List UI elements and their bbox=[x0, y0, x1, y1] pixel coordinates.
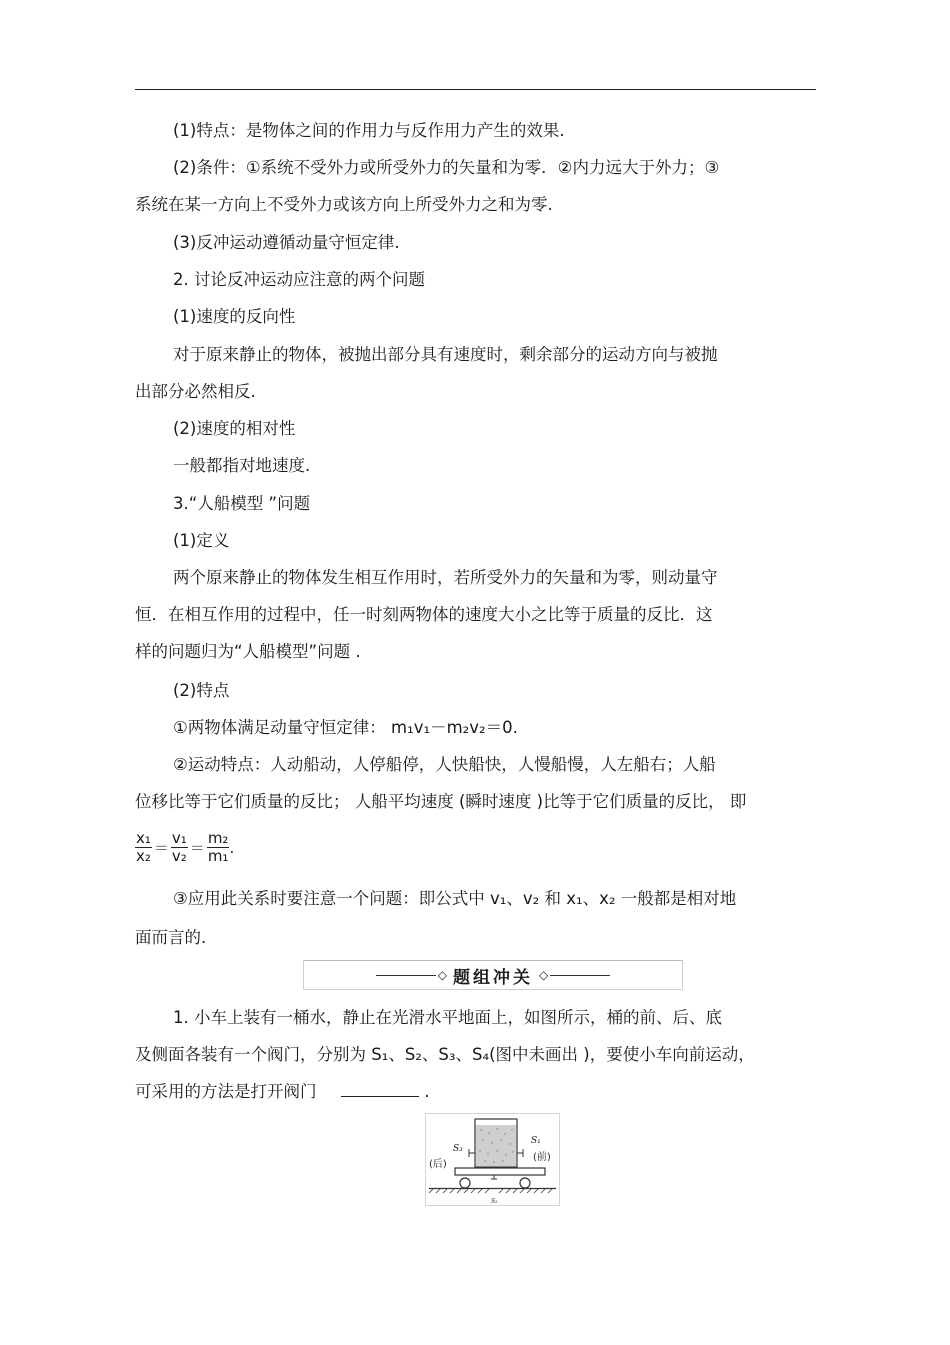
text-line: 出部分必然相反. bbox=[135, 382, 256, 401]
text-line: 面而言的. bbox=[135, 928, 207, 947]
text-line: ③应用此关系时要注意一个问题：即公式中 v₁、v₂ 和 x₁、x₂ 一般都是相对地 bbox=[173, 889, 737, 908]
text-line: (1)定义 bbox=[173, 531, 230, 550]
valve-label: S₃ bbox=[453, 1144, 463, 1154]
question-text: 可采用的方法是打开阀门 bbox=[135, 1082, 317, 1101]
diamond-icon: ◇ bbox=[437, 968, 447, 982]
equals-sign: ＝ bbox=[189, 839, 205, 857]
wheel-icon bbox=[460, 1178, 470, 1188]
question-period: . bbox=[424, 1082, 430, 1101]
cart-diagram bbox=[425, 1113, 560, 1206]
water bbox=[476, 1125, 516, 1166]
front-label: (前) bbox=[533, 1152, 551, 1163]
wheel-icon bbox=[520, 1178, 530, 1188]
denominator: v₂ bbox=[171, 847, 187, 865]
header-rule bbox=[135, 89, 816, 90]
formula-period: . bbox=[229, 838, 235, 857]
fraction-v bbox=[171, 830, 188, 865]
text-line: 恒．在相互作用的过程中，任一时刻两物体的速度大小之比等于质量的反比．这 bbox=[135, 605, 713, 624]
cart-figure bbox=[425, 1113, 560, 1206]
answer-blank bbox=[341, 1082, 419, 1097]
text-line: 样的问题归为“人船模型”问题 . bbox=[135, 642, 361, 661]
text-line: (1)特点：是物体之间的作用力与反作用力产生的效果. bbox=[173, 121, 565, 140]
text-line: ①两物体满足动量守恒定律： m₁v₁－m₂v₂＝0. bbox=[173, 718, 518, 737]
question-line: 及侧面各装有一个阀门，分别为 S₁、S₂、S₃、S₄(图中未画出 )，要使小车向前运动， bbox=[135, 1045, 755, 1064]
numerator: v₁ bbox=[171, 829, 187, 847]
section-banner bbox=[303, 960, 683, 990]
banner-rule-right bbox=[550, 975, 610, 976]
banner-title: 题组冲关 bbox=[453, 967, 533, 988]
text-line: ②运动特点：人动船动，人停船停，人快船快，人慢船慢，人左船右；人船 bbox=[173, 755, 716, 774]
equals-sign: ＝ bbox=[153, 839, 169, 857]
text-line: 一般都指对地速度. bbox=[173, 456, 311, 475]
numerator: x₁ bbox=[136, 829, 151, 847]
diamond-icon: ◇ bbox=[539, 968, 549, 982]
text-line: (1)速度的反向性 bbox=[173, 307, 296, 326]
section-heading: 2. 讨论反冲运动应注意的两个问题 bbox=[173, 270, 425, 289]
text-line: (3)反冲运动遵循动量守恒定律. bbox=[173, 233, 400, 252]
banner-rule-left bbox=[376, 975, 436, 976]
question-line: 1. 小车上装有一桶水，静止在光滑水平地面上，如图所示，桶的前、后、底 bbox=[173, 1008, 722, 1027]
back-label: (后) bbox=[429, 1159, 447, 1170]
valve-label: S₂ bbox=[491, 1198, 498, 1205]
text-line: 对于原来静止的物体，被抛出部分具有速度时，剩余部分的运动方向与被抛 bbox=[173, 345, 718, 364]
section-heading: 3.“人船模型 ”问题 bbox=[173, 494, 311, 513]
numerator: m₂ bbox=[207, 829, 229, 847]
text-line: (2)速度的相对性 bbox=[173, 419, 296, 438]
text-line: 两个原来静止的物体发生相互作用时，若所受外力的矢量和为零，则动量守 bbox=[173, 568, 718, 587]
question-line bbox=[135, 1082, 430, 1102]
denominator: m₁ bbox=[207, 847, 229, 865]
valve-label: S₁ bbox=[531, 1136, 541, 1146]
fraction-x bbox=[135, 830, 152, 865]
text-line: 位移比等于它们质量的反比； 人船平均速度 (瞬时速度 )比等于它们质量的反比， 即 bbox=[135, 792, 747, 811]
text-line: (2)条件：①系统不受外力或所受外力的矢量和为零．②内力远大于外力；③ bbox=[173, 158, 720, 177]
denominator: x₂ bbox=[136, 847, 151, 865]
text-line: (2)特点 bbox=[173, 681, 230, 700]
text-line: 系统在某一方向上不受外力或该方向上所受外力之和为零. bbox=[135, 195, 553, 214]
ratio-formula bbox=[135, 830, 234, 865]
cart-body bbox=[455, 1168, 545, 1175]
fraction-m bbox=[207, 830, 230, 865]
